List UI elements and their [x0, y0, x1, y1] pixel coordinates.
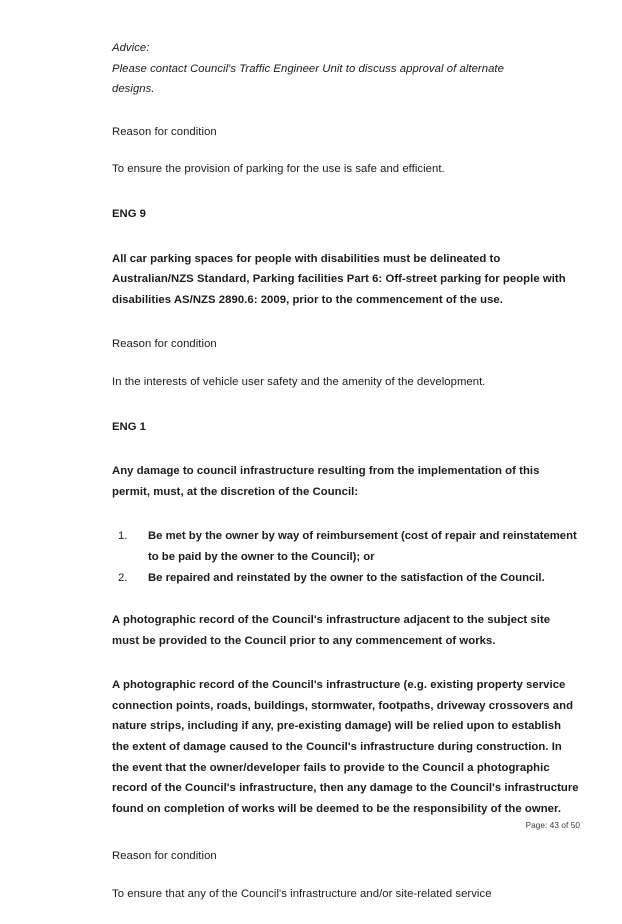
reason-text-eng-9: In the interests of vehicle user safety and the amenity of the development.	[112, 375, 486, 388]
reason-label-eng-1: Reason for condition	[112, 850, 217, 863]
reason-text-eng-1: To ensure that any of the Council's infrastructure and/or site-related service	[112, 888, 492, 901]
photographic-record-paragraph-2: A photographic record of the Council's infrastructure (e.g. existing property service connection points, roads, buildings, stormwater, footpaths, driveway crossovers and nature strips, including if any, pre-existing damage) will be relied upon to establish the extent of damage caused to the Council's infrastructure during construction. In the event that the owner/developer fails to provide to the Council a photographic record of the Council's infrastructure, then any damage to the Council's infrastructure found on completion of works will be deemed to be the responsibility of the owner.	[112, 679, 579, 815]
reason-label-eng-9: Reason for condition	[112, 338, 217, 351]
eng-1-list	[112, 526, 580, 588]
list-item	[112, 568, 580, 589]
condition-eng-9: All car parking spaces for people with disabilities must be delineated to Australian/NZS Standard, Parking facilities Part 6: Off-street parking for people with disabilities AS/NZS 2890.6: 2009, prior to the commencement of the use.	[112, 252, 566, 306]
list-marker: 1.	[118, 530, 128, 543]
list-marker: 2.	[118, 571, 128, 584]
heading-eng-9: ENG 9	[112, 207, 146, 220]
advice-body-line-2: designs.	[112, 83, 155, 96]
page-content	[112, 38, 580, 924]
reason-text-parking: To ensure the provision of parking for the use is safe and efficient.	[112, 163, 445, 176]
list-item-text: Be repaired and reinstated by the owner to the satisfaction of the Council.	[148, 571, 545, 584]
intro-eng-1: Any damage to council infrastructure resulting from the implementation of this permit, must, at the discretion of the Council:	[112, 465, 540, 498]
list-item	[112, 526, 580, 567]
reason-label-parking: Reason for condition	[112, 125, 217, 138]
list-item-text: Be met by the owner by way of reimbursement (cost of repair and reinstatement to be paid by the owner to the Council); or	[148, 530, 577, 563]
photographic-record-paragraph-1: A photographic record of the Council's infrastructure adjacent to the subject site must be provided to the Council prior to any commencement of works.	[112, 614, 551, 647]
heading-eng-1: ENG 1	[112, 420, 146, 433]
advice-body-line-1: Please contact Council's Traffic Engineer Unit to discuss approval of alternate	[112, 62, 504, 75]
advice-block	[112, 38, 580, 100]
page-footer: Page: 43 of 50	[525, 821, 580, 830]
advice-label: Advice:	[112, 42, 150, 54]
